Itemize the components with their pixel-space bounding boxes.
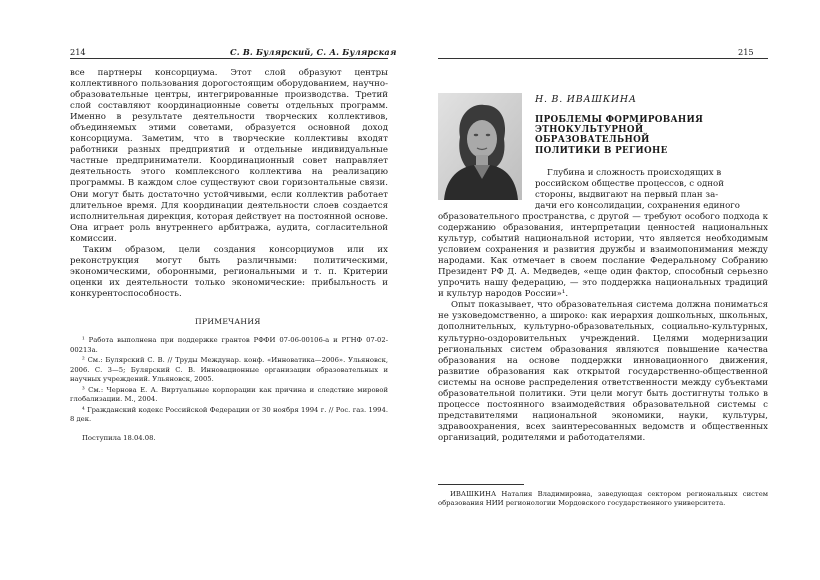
author-portrait-image — [438, 93, 522, 200]
intro-line: Глубина и сложность происходящих в — [547, 168, 722, 178]
left-header-rule — [70, 58, 388, 59]
note-4: ⁴ Гражданский кодекс Российской Федерации от 30 ноября 1994 г. // Рос. газ. 1994. 8 дек. — [70, 405, 388, 423]
article-title-line: ЭТНОКУЛЬТУРНОЙ — [535, 125, 644, 136]
right-paragraph-2: Опыт показывает, что образовательная система должна пониматься не узковедомственно, а широко: как иерархия дошкольных, школьных, дополнительных, культурно-образовательных, социально-культурных, культурно-оздоровительных учреждений. Целями модернизации региональных систем образования являются повышение качества образования на основе поддержки инновационного движения, развитие образования как открытой государственно-общественной системы на основе распределения ответственности между субъектами образовательной политики. Эти цели могут быть достигнуты только в процессе постоянного взаимодействия образовательной системы с представителями национальной экономики, науки, культуры, здравоохранения, всех заинтересованных ведомств и общественных организаций, родителями и работодателями. — [438, 300, 768, 443]
author-name: Н. В. ИВАШКИНА — [535, 94, 637, 105]
left-body — [70, 68, 388, 300]
left-page-number: 214 — [70, 47, 86, 57]
article-title-line: ПРОБЛЕМЫ ФОРМИРОВАНИЯ — [535, 115, 704, 125]
intro-line: дачи его консолидации, сохранения единого — [535, 201, 740, 212]
right-paragraph-1: образовательного пространства, с другой — требуют особого подхода к содержанию образования, интерпретации ценностей национальных культур, событий национальной истории, что является необходимым условием сохранения и развития дружбы и взаимопонимания между народами. Как отмечает в своем послание Федеральному Собранию Президент РФ Д. А. Медведев, «еще один фактор, способный серьезно упрочить нашу федерацию, — это поддержка национальных традиций и культур народов России»¹. — [438, 212, 768, 300]
author-bio: ИВАШКИНА Наталия Владимировна, заведующая сектором региональных систем образования НИИ регионологии Мордовского государственного университета. — [438, 490, 768, 508]
intro-line: российском обществе процессов, с одной — [535, 179, 724, 190]
note-2: ² См.: Булярский С. В. // Труды Междунар. конф. «Инноватика—2006». Ульяновск, 2006. С. 3—5; Булярский С. В. Инновационные организации образовательных и научных учреждений. Ульяновск, 2005. — [70, 356, 388, 383]
notes-list — [70, 336, 388, 444]
article-title-line: ПОЛИТИКИ В РЕГИОНЕ — [535, 145, 668, 156]
article-title-line: ОБРАЗОВАТЕЛЬНОЙ — [535, 135, 650, 146]
right-header-rule — [438, 58, 768, 59]
right-page-number: 215 — [738, 47, 754, 57]
left-paragraph-1: все партнеры консорциума. Этот слой образуют центры коллективного пользования дорогостоящим оборудованием, научно-образовательные центры, интегрированные производства. Третий слой составляют координационные советы отдельных программ. Именно в результате деятельности творческих коллективов, объединяемых этими советами, образуется основной доход консорциума. Заметим, что в творческие коллективы входят работники разных предприятий и отдельные индивидуальные частные предприниматели. Координационный совет направляет деятельность этого комплексного коллектива на реализацию программы. В каждом слое существуют свои горизонтальные связи. Они могут быть достаточно устойчивыми, если коллектив работает длительное время. Для координации деятельности слоев создается исполнительная дирекция, которая действует на постоянной основе. Она играет роль внутреннего арбитража, аудита, согласительной комиссии. — [70, 68, 388, 244]
right-body — [438, 212, 768, 444]
left-paragraph-2: Таким образом, цели создания консорциумов или их реконструкция могут быть различными: политическими, экономическими, оборонными, региональными и т. п. Критерии оценки их деятельности только экономические: прибыльность и конкурентоспособность. — [70, 244, 388, 299]
right-intro-lines — [535, 168, 768, 212]
footnote-rule — [438, 484, 524, 485]
intro-line: стороны, выдвигают на первый план за- — [535, 190, 719, 201]
author-photo — [438, 93, 522, 200]
article-title — [535, 115, 703, 156]
note-1: ¹ Работа выполнена при поддержке грантов РФФИ 07-06-00106-а и РГНФ 07-02-00213а. — [70, 336, 388, 354]
note-3: ³ См.: Чернова Е. А. Виртуальные корпорации как причина и следствие мировой глобализации. М., 2004. — [70, 385, 388, 403]
left-running-head: С. В. Булярский, С. А. Булярская — [230, 47, 397, 57]
notes-heading: ПРИМЕЧАНИЯ — [195, 317, 261, 326]
received-date: Поступила 18.04.08. — [82, 433, 156, 442]
